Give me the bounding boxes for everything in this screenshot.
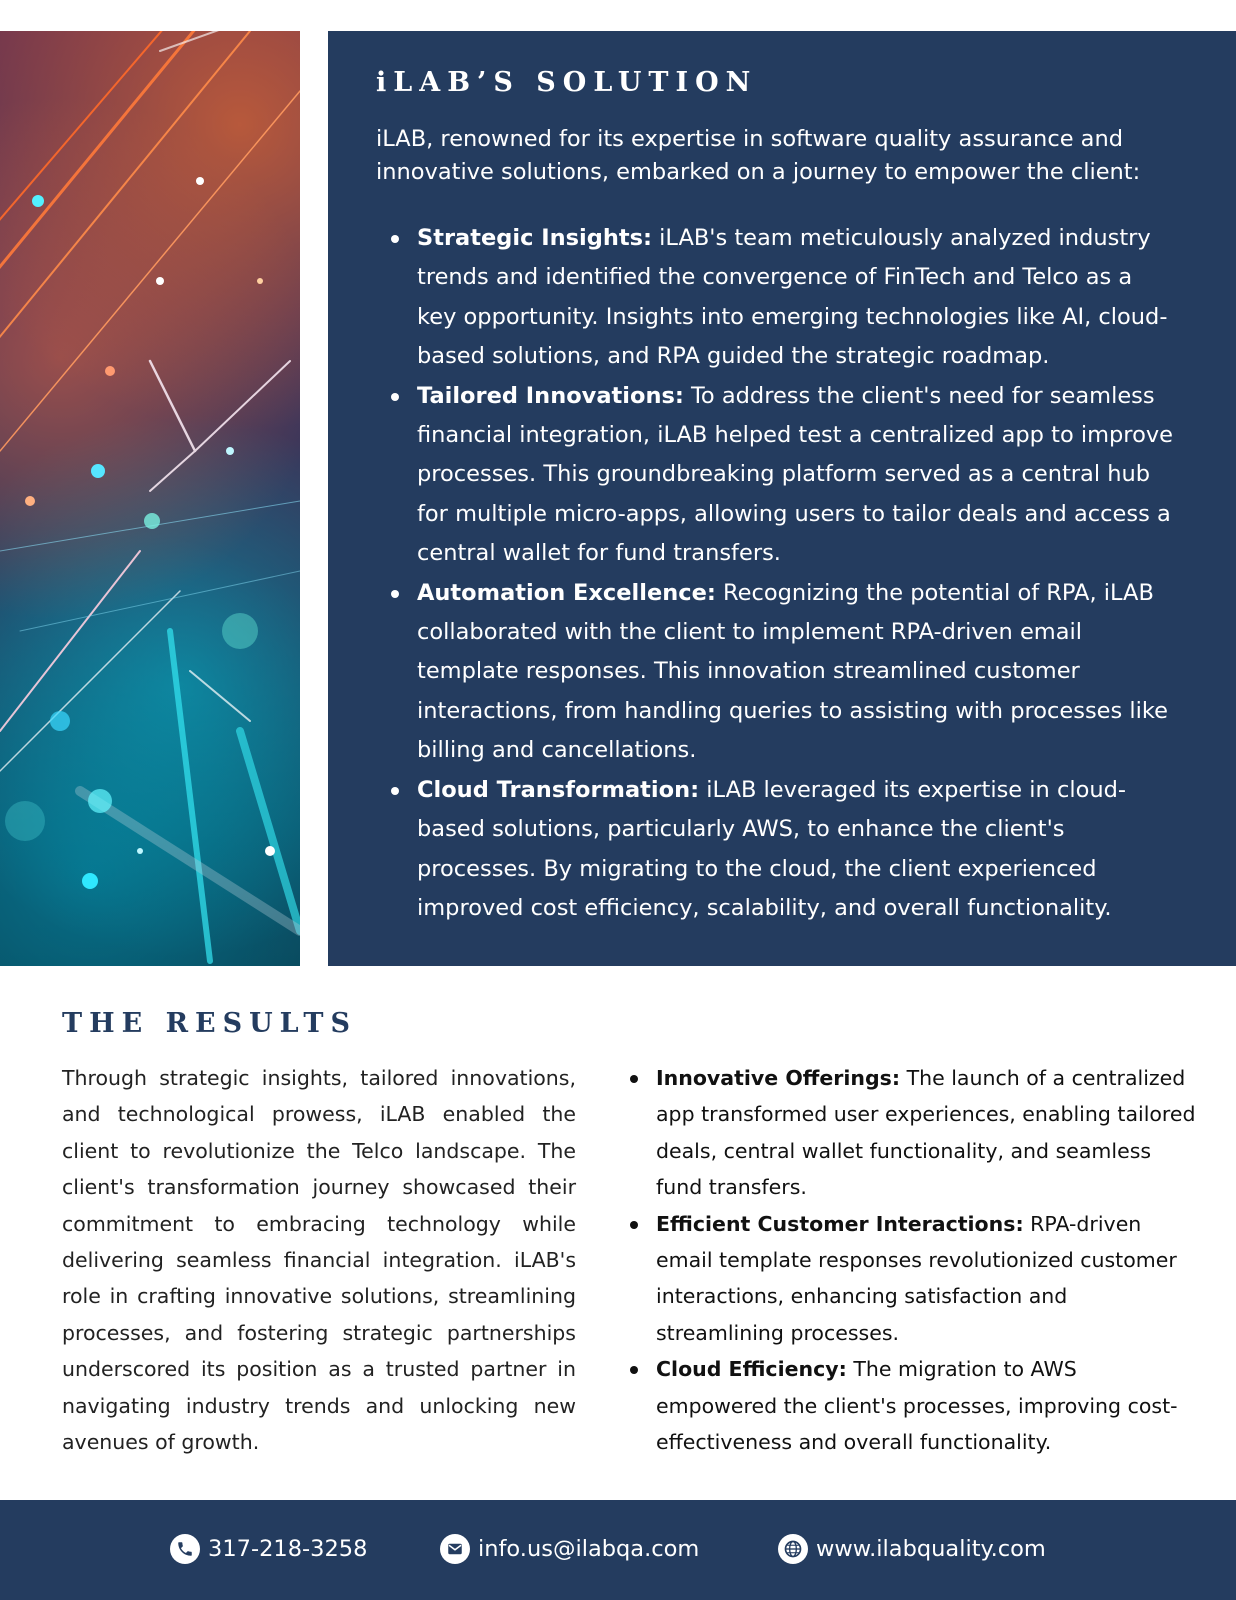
list-item-text: iLAB's team meticulously analyzed industry trends and identified the convergence of FinTech and Telco as a key opportunity. Insights into emerging technologies like AI, cloud-based solutions, and RPA guided the strategic roadmap. — [417, 225, 1168, 370]
fiber-optic-illustration — [0, 31, 300, 966]
list-item — [376, 574, 1176, 771]
list-item-label: Automation Excellence: — [417, 579, 716, 606]
list-item-text: The launch of a centralized app transformed user experiences, enabling tailored deals, central wallet functionality, and seamless fund transfers. — [656, 1066, 1196, 1200]
phone-icon — [170, 1534, 200, 1564]
solution-title: iLAB’S SOLUTION — [376, 67, 758, 98]
website-url[interactable]: www.ilabquality.com — [816, 1536, 1046, 1562]
list-item-text: iLAB leveraged its expertise in cloud-based solutions, particularly AWS, to enhance the client's processes. By migrating to the cloud, the client experienced improved cost efficiency, scalability, and overall functionality. — [417, 776, 1126, 921]
list-item-label: Efficient Customer Interactions: — [656, 1211, 1024, 1236]
solution-panel — [328, 31, 1236, 966]
list-item-text: The migration to AWS empowered the client's processes, improving cost-effectiveness and overall functionality. — [656, 1357, 1178, 1455]
list-item-label: Strategic Insights: — [417, 225, 653, 251]
list-item — [628, 1206, 1198, 1352]
list-item-label: Innovative Offerings: — [656, 1066, 901, 1090]
results-title: THE RESULTS — [62, 1008, 358, 1039]
list-item-label: Cloud Efficiency: — [656, 1357, 847, 1382]
website-contact[interactable] — [778, 1534, 1046, 1564]
footer — [0, 1500, 1236, 1600]
results-list — [628, 1060, 1198, 1460]
list-item-label: Tailored Innovations: — [417, 382, 684, 409]
list-item — [376, 377, 1176, 574]
list-item — [376, 219, 1176, 377]
list-item-text: Recognizing the potential of RPA, iLAB collaborated with the client to implement RPA-driven email template responses. This innovation streamlined customer interactions, from handling queries to assisting with processes like billing and cancellations. — [417, 579, 1168, 764]
list-item — [628, 1060, 1198, 1206]
list-item — [376, 771, 1176, 929]
email-icon — [440, 1534, 470, 1564]
solution-intro: iLAB, renowned for its expertise in software quality assurance and innovative solutions, embarked on a journey to empower the client: — [376, 126, 1141, 185]
email-address[interactable]: info.us@ilabqa.com — [478, 1536, 700, 1562]
list-item-text: To address the client's need for seamless financial integration, iLAB helped test a centralized app to improve processes. This groundbreaking platform served as a central hub for multiple micro-apps, allowing users to tailor deals and access a central wallet for fund transfers. — [417, 382, 1173, 567]
list-item-text: RPA-driven email template responses revolutionized customer interactions, enhancing satisfaction and streamlining processes. — [656, 1211, 1177, 1345]
phone-contact[interactable] — [170, 1534, 367, 1564]
phone-number[interactable]: 317-218-3258 — [208, 1536, 368, 1562]
list-item — [628, 1351, 1198, 1460]
email-contact[interactable] — [440, 1534, 699, 1564]
hero-image — [0, 31, 300, 966]
globe-icon — [778, 1534, 808, 1564]
list-item-label: Cloud Transformation: — [417, 776, 700, 803]
solution-list — [376, 219, 1176, 928]
results-body: Through strategic insights, tailored innovations, and technological prowess, iLAB enabled the client to revolutionize the Telco landscape. The client's transformation journey showcased their commitment to embracing technology while delivering seamless financial integration. iLAB's role in crafting innovative solutions, streamlining processes, and fostering strategic partnerships underscored its position as a trusted partner in navigating industry trends and unlocking new avenues of growth. — [62, 1066, 576, 1455]
